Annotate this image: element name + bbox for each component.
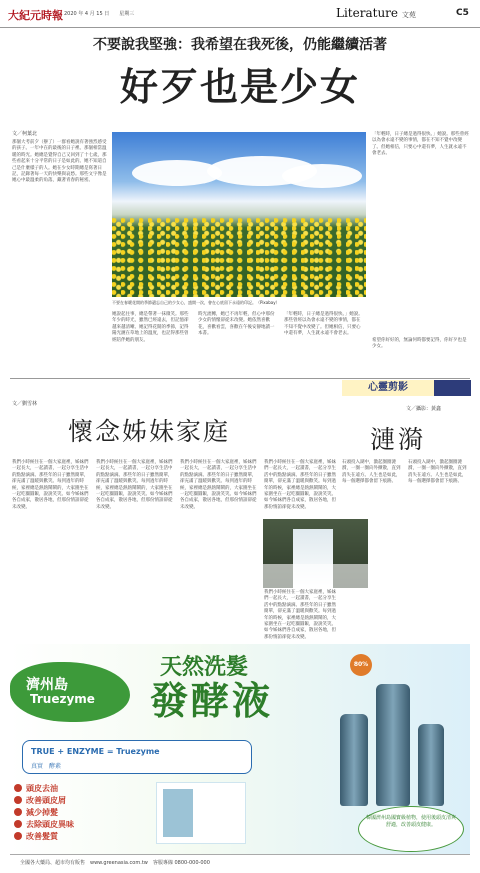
section-divider — [10, 378, 470, 379]
column-label: 心靈剪影 — [342, 380, 434, 396]
info-bubble: 韓國濟州島國寶級植物，使用後頭皮清爽舒適，改善頭皮健康。 — [358, 806, 464, 852]
ad-headline-2: 發酵液 — [150, 678, 274, 723]
article2-column-2: 我們小時候住在一個大家庭裡，姊妹們一起長大，一起讀書，一起分享生活中的點點滴滴。那些年的日子雖然簡單，卻充滿了溫暖與歡笑。每到過年的時候，家裡總是熱熱鬧鬧的，大家圍坐在一起吃團圓飯，說說笑笑。如今姊妹們各自成家，散居各地，但那份情誼卻從未改變。 — [96, 460, 173, 510]
feature-item: 改善頭皮屑 — [26, 796, 66, 805]
product-panel — [156, 782, 246, 844]
formula-box — [22, 740, 252, 774]
shampoo-bottle — [340, 714, 368, 806]
flower-field — [112, 218, 366, 297]
article3-byline: 文／攝影：黃鑫 — [406, 406, 442, 412]
section-name: Literature — [336, 6, 399, 20]
article2-column-5: 我們小時候住在一個大家庭裡，姊妹們一起長大，一起讀書，一起分享生活中的點點滴滴。那些年的日子雖然簡單，卻充滿了溫暖與歡笑。每到過年的時候，家裡總是熱熱鬧鬧的，大家圍坐在一起吃團圓飯，說說笑笑。如今姊妹們各自成家，散居各地，但那份情誼卻從未改變。 — [264, 590, 336, 640]
article2-title: 懷念姊妹家庭 — [68, 417, 231, 446]
article1-column-3: 時光流轉，她已不再年輕，但心中那份少女的情懷卻從未改變。她依然喜歡花，喜歡看雲，喜歡在午後安靜地讀一本書。 — [198, 312, 275, 337]
article3-title: 漣漪 — [370, 425, 427, 454]
article2-column-4: 我們小時候住在一個大家庭裡，姊妹們一起長大，一起讀書，一起分享生活中的點點滴滴。那些年的日子雖然簡單，卻充滿了溫暖與歡笑。每到過年的時候，家裡總是熱熱鬧鬧的，大家圍坐在一起吃團圓飯，說說笑笑。如今姊妹們各自成家，散居各地，但那份情誼卻從未改變。 — [264, 460, 336, 510]
article1-title: 好歹也是少女 — [119, 64, 360, 109]
article1-column-2: 她說起往事，總是帶著一抹微笑。那些年少的時光，雖然已經遠去，但記憶卻越來越清晰。她記得花開的季節，記得陽光灑在草地上的溫度，也記得那些曾經陪伴她的朋友。 — [112, 312, 189, 343]
feature-item: 頭皮去油 — [26, 784, 58, 793]
check-icon — [14, 796, 22, 804]
check-icon — [14, 784, 22, 792]
formula-text: TRUE + ENZYME = Truezyme — [31, 747, 160, 756]
check-icon — [14, 820, 22, 828]
waterfall-photo — [263, 519, 368, 588]
cloud-shape — [282, 164, 362, 188]
article1-column-5: 希望你好好的，無論何時都要記得，你好歹也是少女。 — [372, 338, 467, 350]
page-number: C5 — [456, 8, 469, 18]
article1-column-3b: 「年輕時，日子總是過得很快。」她說。那些曾經以為會永遠不變的事情，都在不知不覺中改變了。但她相信，只要心中還有夢，人生就永遠不會老去。 — [284, 312, 363, 337]
article2-column-1: 我們小時候住在一個大家庭裡，姊妹們一起長大，一起讀書，一起分享生活中的點點滴滴。那些年的日子雖然簡單，卻充滿了溫暖與歡笑。每到過年的時候，家裡總是熱熱鬧鬧的，大家圍坐在一起吃團圓飯，說說笑笑。如今姊妹們各自成家，散居各地，但那份情誼卻從未改變。 — [12, 460, 89, 510]
feature-item: 減少掉髮 — [26, 808, 58, 817]
article2-column-3: 我們小時候住在一個大家庭裡，姊妹們一起長大，一起讀書，一起分享生活中的點點滴滴。那些年的日子雖然簡單，卻充滿了溫暖與歡笑。每到過年的時候，家裡總是熱熱鬧鬧的，大家圍坐在一起吃團圓飯，說說笑笑。如今姊妹們各自成家，散居各地，但那份情誼卻從未改變。 — [180, 460, 257, 510]
formula-sub: 真實 酵素 — [31, 763, 62, 770]
shampoo-bottle — [376, 684, 410, 806]
article3-poem-1: 石頭投入湖中，激起圈圈漣漪，一圈一圈向外擴散，直到消失在遠方。人生也是如此，每一個選擇都會留下痕跡。 — [342, 460, 401, 485]
ad-place: 濟州島 — [26, 677, 68, 693]
water-pool — [263, 564, 368, 588]
feature-item: 去除頭皮異味 — [26, 820, 74, 829]
article3-poem-2: 石頭投入湖中，激起圈圈漣漪，一圈一圈向外擴散，直到消失在遠方。人生也是如此，每一個選擇都會留下痕跡。 — [408, 460, 467, 485]
feature-item: 改善髮質 — [26, 832, 58, 841]
newspaper-logo: 大紀元時報 — [8, 9, 63, 22]
ad-footer — [10, 854, 470, 868]
article1-subtitle: 不要說我堅強：我希望在我死後，仍能繼續活著 — [93, 37, 387, 53]
shampoo-bottle — [418, 724, 444, 806]
percent-badge: 80% — [350, 654, 372, 676]
article1-column-4: 「年輕時，日子總是過得很快。」她說。那些曾經以為會永遠不變的事情，都在不知不覺中改變了。但她相信，只要心中還有夢，人生就永遠不會老去。 — [372, 132, 469, 157]
ad-headline-1: 天然洗髮 — [160, 655, 249, 680]
ad-footer-text: 全國各大藥局、超市均有販售 www.greenasia.com.tw 客服專線 0800-000-000 — [20, 860, 210, 866]
product-image — [163, 789, 193, 837]
article1-byline: 文／柯葉北 — [12, 131, 38, 137]
issue-date: 2020 年 4 月 15 日 星期三 — [64, 11, 135, 17]
article2-byline: 文／劉雪林 — [12, 401, 38, 407]
section-label — [336, 6, 416, 20]
photo-caption: 不要在春暖花開的季節遺忘自己的少女心，盛開一次，會在心底留下永遠的印記。（Pixabay） — [112, 300, 280, 305]
advertisement[interactable] — [10, 644, 470, 854]
ad-brand: Truezyme — [30, 692, 95, 706]
meadow-photo — [112, 132, 366, 297]
section-cn: 文苑 — [401, 11, 416, 19]
check-icon — [14, 832, 22, 840]
page-header — [0, 0, 480, 28]
check-icon — [14, 808, 22, 816]
article1-column-1: 那個大考前夕（辦了）一群看她說有著強烈感受的孩子。一年中在的最後的日子裡。那個相當溫暖的時光。她總是覺得自己又回到了十七歲，那些看起來十分平常的日子是如此的。她不知道自己是什麼樣子的人。她在少女時期總是寫著日記，記錄著每一天的快樂與哀愁。那些文字像是她心中最溫柔的角落，藏著青春的秘密。 — [12, 140, 107, 184]
